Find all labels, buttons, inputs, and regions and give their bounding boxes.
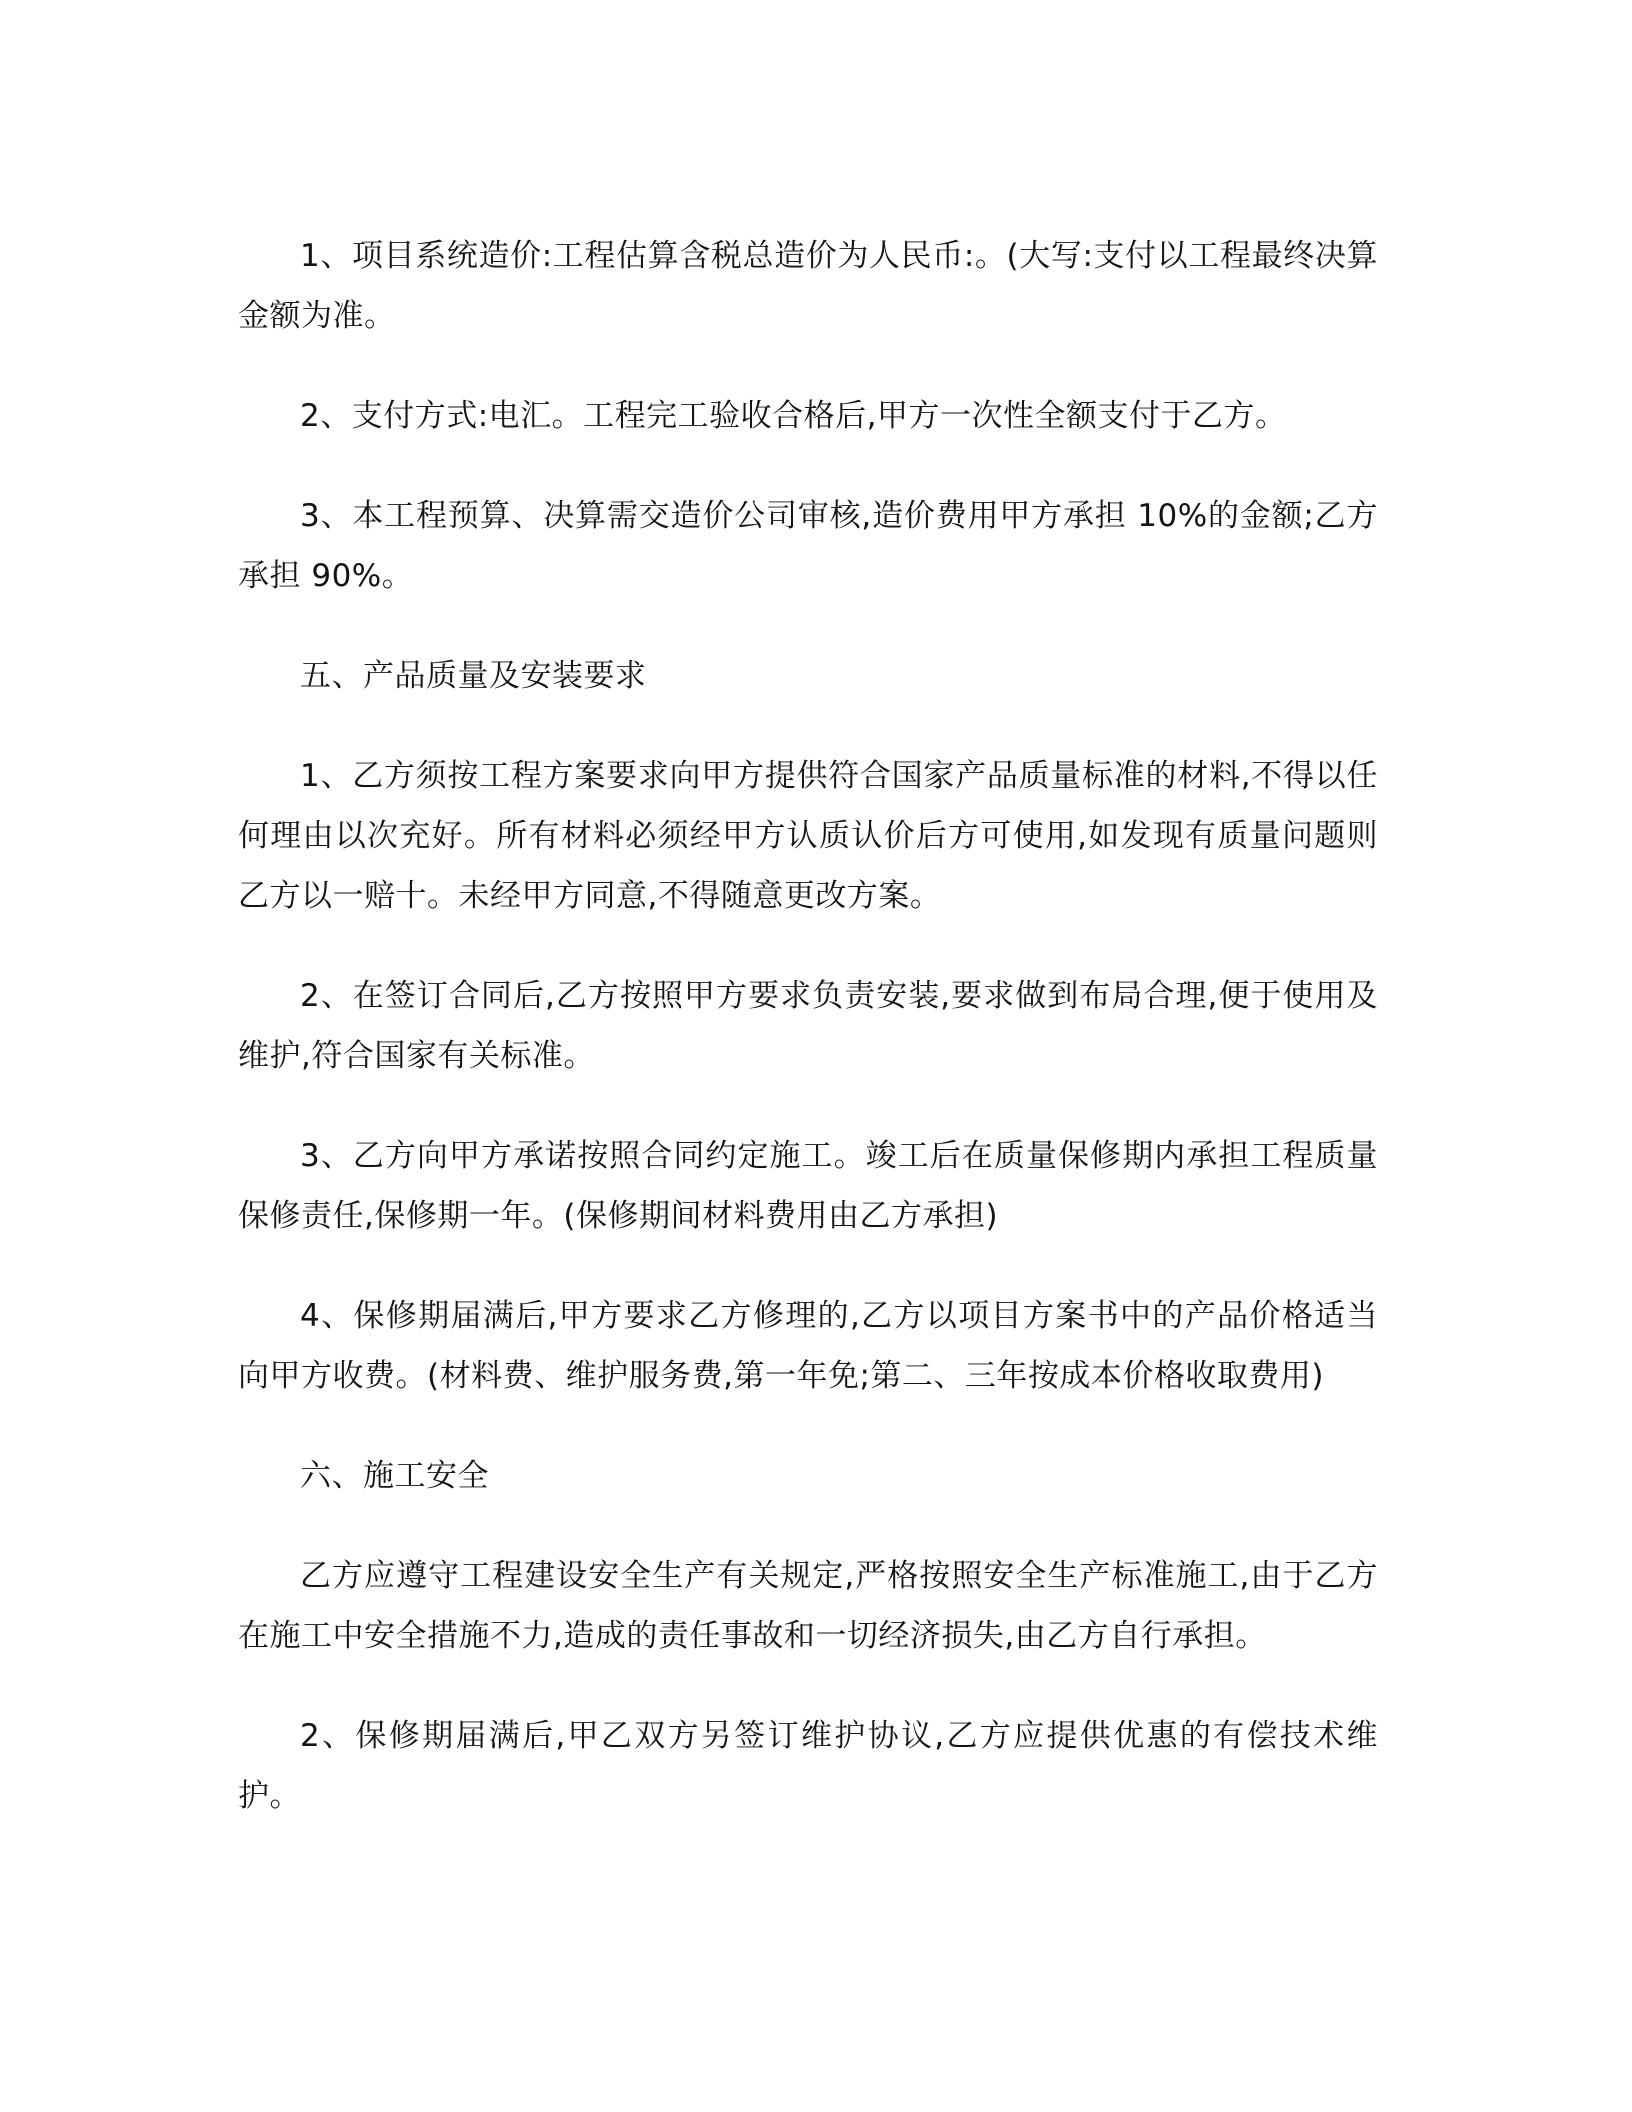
clause-post-warranty: 4、保修期届满后,甲方要求乙方修理的,乙方以项目方案书中的产品价格适当向甲方收费。(材料费、维护服务费,第一年免;第二、三年按成本价格收取费用) bbox=[238, 1298, 1378, 1394]
clause-safety: 乙方应遵守工程建设安全生产有关规定,严格按照安全生产标准施工,由于乙方在施工中安全措施不力,造成的责任事故和一切经济损失,由乙方自行承担。 bbox=[238, 1558, 1378, 1654]
document-body bbox=[238, 226, 1378, 1866]
clause-installation: 2、在签订合同后,乙方按照甲方要求负责安装,要求做到布局合理,便于使用及维护,符合国家有关标准。 bbox=[238, 978, 1378, 1074]
clause-audit-cost: 3、本工程预算、决算需交造价公司审核,造价费用甲方承担 10%的金额;乙方承担 90%。 bbox=[238, 498, 1378, 594]
section-heading-quality: 五、产品质量及安装要求 bbox=[300, 658, 647, 694]
clause-payment-price: 1、项目系统造价:工程估算含税总造价为人民币:。(大写:支付以工程最终决算金额为准。 bbox=[238, 238, 1378, 334]
clause-maintenance-agreement: 2、保修期届满后,甲乙双方另签订维护协议,乙方应提供优惠的有偿技术维护。 bbox=[238, 1718, 1378, 1814]
clause-payment-method: 2、支付方式:电汇。工程完工验收合格后,甲方一次性全额支付于乙方。 bbox=[300, 398, 1287, 434]
clause-materials: 1、乙方须按工程方案要求向甲方提供符合国家产品质量标准的材料,不得以任何理由以次充好。所有材料必须经甲方认质认价后方可使用,如发现有质量问题则乙方以一赔十。未经甲方同意,不得随意更改方案。 bbox=[238, 758, 1378, 914]
section-heading-safety: 六、施工安全 bbox=[300, 1458, 489, 1494]
clause-warranty: 3、乙方向甲方承诺按照合同约定施工。竣工后在质量保修期内承担工程质量保修责任,保修期一年。(保修期间材料费用由乙方承担) bbox=[238, 1138, 1378, 1234]
